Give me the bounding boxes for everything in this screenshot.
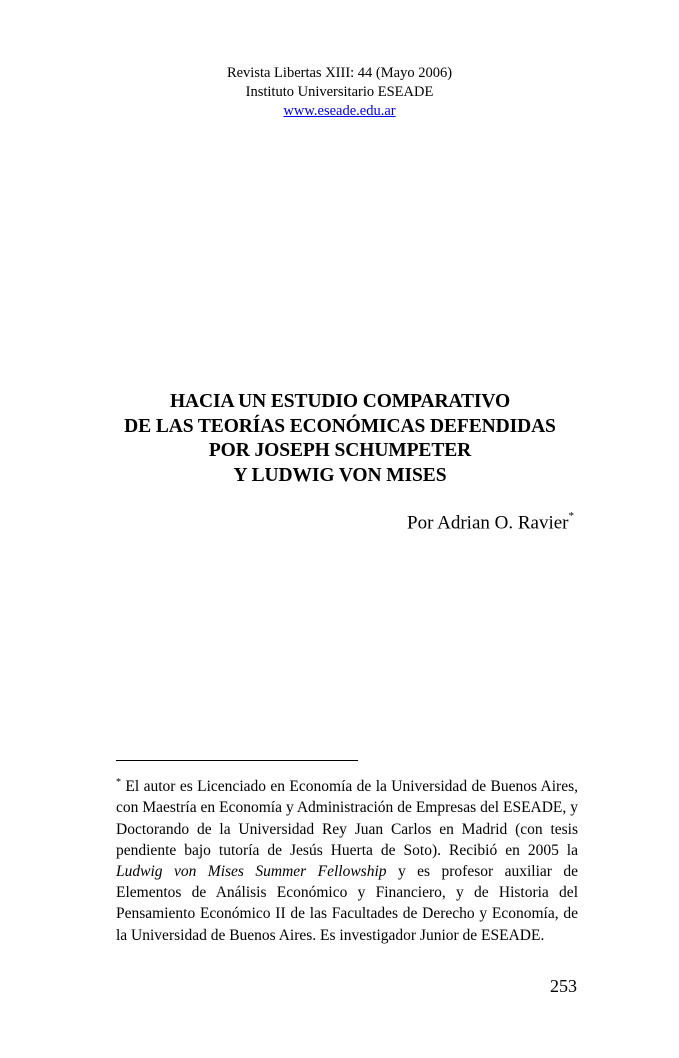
fellowship-name: Ludwig von Mises Summer Fellowship <box>116 862 387 880</box>
journal-header <box>0 64 679 121</box>
institution-name: Instituto Universitario ESEADE <box>245 84 434 100</box>
footnote-reference-mark[interactable]: * <box>568 510 574 522</box>
journal-citation: Revista Libertas XIII: 44 (Mayo 2006) <box>226 65 453 81</box>
footnote-text-2: y es profesor auxiliar de Elementos de Análisis Económico y Financiero, y de Historia del Pensamiento Económico II de las Facultades de Derecho y Economía, de la Universidad de Buenos Aires. Es investigador Junior de ESEADE. <box>116 862 579 944</box>
title-line: HACIA UN ESTUDIO COMPARATIVO <box>169 391 511 412</box>
author-byline <box>407 512 574 534</box>
website-link[interactable]: www.eseade.edu.ar <box>283 103 396 119</box>
footnote <box>116 772 578 946</box>
page-number: 253 <box>550 976 577 996</box>
article-title <box>60 390 620 488</box>
footnote-separator <box>116 760 358 761</box>
author-name: Por Adrian O. Ravier <box>407 512 569 534</box>
footnote-text-1: El autor es Licenciado en Economía de la Universidad de Buenos Aires, con Maestría en Economía y Administración de Empresas del ESEADE, y Doctorando de la Universidad Rey Juan Carlos en Madrid (con tesis pendiente bajo tutoría de Jesús Huerta de Soto). Recibió en 2005 la <box>116 778 578 859</box>
footnote-mark: * <box>116 777 121 788</box>
title-line: Y LUDWIG VON MISES <box>233 464 447 486</box>
title-line: DE LAS TEORÍAS ECONÓMICAS DEFENDIDAS <box>124 415 556 437</box>
title-line: POR JOSEPH SCHUMPETER <box>208 440 472 461</box>
